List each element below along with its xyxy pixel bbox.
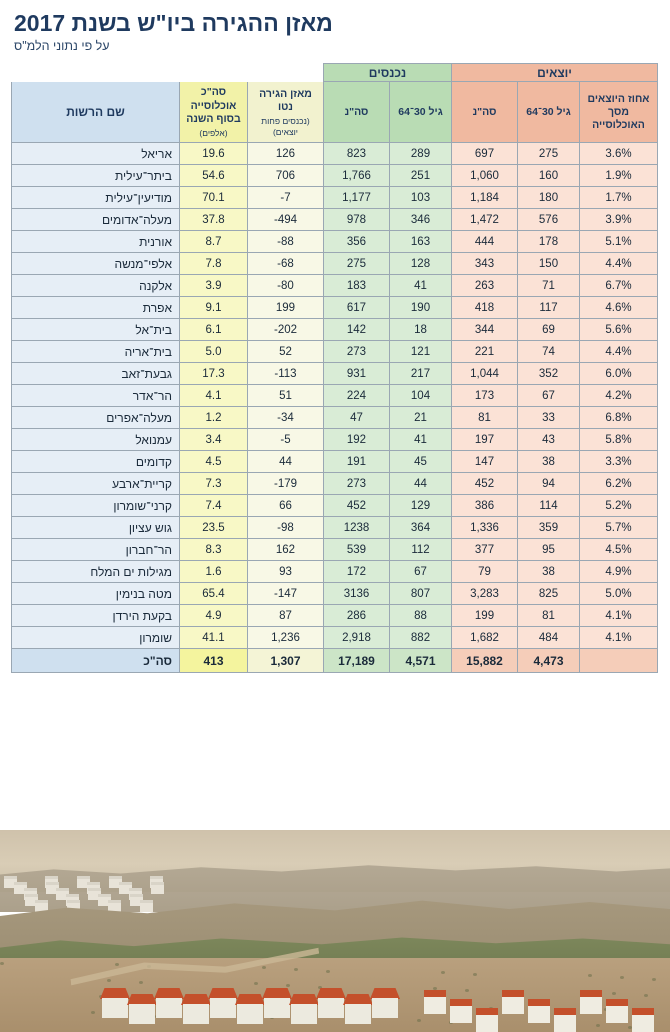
cell-pct-out: 4.6% <box>580 297 658 319</box>
cell-pct-out: 4.1% <box>580 605 658 627</box>
photo-shrub <box>115 963 119 966</box>
photo-building <box>580 996 602 1014</box>
cell-out-age: 160 <box>518 165 580 187</box>
cell-in-age: 45 <box>390 451 452 473</box>
table-row <box>11 605 657 627</box>
cell-in-age: 112 <box>390 539 452 561</box>
cell-out-age: 484 <box>518 627 580 649</box>
cell-out-age: 67 <box>518 385 580 407</box>
cell-authority-name: עמנואל <box>11 429 179 451</box>
cell-population: 4.1 <box>179 385 247 407</box>
cell-net: 202- <box>247 319 323 341</box>
cell-pct-out: 5.8% <box>580 429 658 451</box>
cell-authority-name: אורנית <box>11 231 179 253</box>
cell-in-age: 882 <box>390 627 452 649</box>
col-header-pct-out: אחוז היוצאים מסך האוכלוסייה <box>580 82 658 143</box>
cell-population: 7.8 <box>179 253 247 275</box>
photo-house <box>127 994 157 1024</box>
cell-in-total: 273 <box>323 473 389 495</box>
cell-population: 4.9 <box>179 605 247 627</box>
cell-out-age: 114 <box>518 495 580 517</box>
photo-shrub <box>294 968 298 971</box>
photo-house <box>235 994 265 1024</box>
header <box>0 0 670 55</box>
col-header-net-sublabel: (נכנסים פחות יוצאים) <box>261 115 310 137</box>
cell-population: 1.2 <box>179 407 247 429</box>
cell-pct-out: 4.2% <box>580 385 658 407</box>
cell-authority-name: בית־אריה <box>11 341 179 363</box>
table-row <box>11 297 657 319</box>
photo-building <box>528 1005 550 1023</box>
cell-in-age: 163 <box>390 231 452 253</box>
cell-net: 34- <box>247 407 323 429</box>
cell-out-total: 1,184 <box>452 187 518 209</box>
cell-authority-name: מעלה־אדומים <box>11 209 179 231</box>
cell-pct-out: 3.3% <box>580 451 658 473</box>
cell-in-total: 224 <box>323 385 389 407</box>
photo-shrub <box>620 976 624 979</box>
cell-in-total: 823 <box>323 143 389 165</box>
table-row <box>11 473 657 495</box>
cell-in-total: 539 <box>323 539 389 561</box>
total-in-age: 4,571 <box>390 649 452 673</box>
cell-in-total: 275 <box>323 253 389 275</box>
cell-population: 23.5 <box>179 517 247 539</box>
total-in-total: 17,189 <box>323 649 389 673</box>
cell-authority-name: קרני־שומרון <box>11 495 179 517</box>
photo-distant-town <box>4 872 174 912</box>
cell-pct-out: 1.9% <box>580 165 658 187</box>
cell-out-total: 343 <box>452 253 518 275</box>
cell-authority-name: ביתר־עילית <box>11 165 179 187</box>
photo-building-roof <box>580 990 602 997</box>
cell-population: 3.4 <box>179 429 247 451</box>
cell-pct-out: 6.2% <box>580 473 658 495</box>
cell-out-age: 825 <box>518 583 580 605</box>
cell-net: 93 <box>247 561 323 583</box>
col-header-population-sublabel: (אלפים) <box>199 127 228 138</box>
cell-out-total: 1,044 <box>452 363 518 385</box>
photo-building-roof <box>424 990 446 997</box>
photo-shrub <box>473 973 477 976</box>
cell-out-age: 576 <box>518 209 580 231</box>
photo-house <box>100 988 130 1018</box>
cell-pct-out: 5.2% <box>580 495 658 517</box>
cell-net: 98- <box>247 517 323 539</box>
cell-in-age: 104 <box>390 385 452 407</box>
cell-net: 162 <box>247 539 323 561</box>
page-subtitle: על פי נתוני הלמ"ס <box>14 39 110 54</box>
cell-pct-out: 4.1% <box>580 627 658 649</box>
photo-building-roof <box>476 1008 498 1015</box>
cell-population: 70.1 <box>179 187 247 209</box>
photo-distant-building <box>35 900 48 912</box>
cell-authority-name: הר־חברון <box>11 539 179 561</box>
cell-net: 80- <box>247 275 323 297</box>
cell-out-total: 1,472 <box>452 209 518 231</box>
cell-in-age: 41 <box>390 275 452 297</box>
cell-in-age: 251 <box>390 165 452 187</box>
cell-population: 54.6 <box>179 165 247 187</box>
cell-out-age: 69 <box>518 319 580 341</box>
cell-pct-out: 3.9% <box>580 209 658 231</box>
cell-out-total: 344 <box>452 319 518 341</box>
cell-net: 88- <box>247 231 323 253</box>
photo-shrub <box>588 974 592 977</box>
col-header-out-age: גיל 30־64 <box>518 82 580 143</box>
cell-population: 41.1 <box>179 627 247 649</box>
cell-net: 113- <box>247 363 323 385</box>
cell-population: 37.8 <box>179 209 247 231</box>
cell-population: 5.0 <box>179 341 247 363</box>
cell-in-age: 128 <box>390 253 452 275</box>
cell-in-total: 183 <box>323 275 389 297</box>
cell-out-total: 199 <box>452 605 518 627</box>
cell-population: 8.7 <box>179 231 247 253</box>
table-row <box>11 319 657 341</box>
cell-in-total: 142 <box>323 319 389 341</box>
cell-in-total: 978 <box>323 209 389 231</box>
cell-net: 66 <box>247 495 323 517</box>
cell-in-age: 346 <box>390 209 452 231</box>
cell-population: 3.9 <box>179 275 247 297</box>
cell-net: 179- <box>247 473 323 495</box>
cell-out-total: 81 <box>452 407 518 429</box>
col-header-in-age: גיל 30־64 <box>390 82 452 143</box>
cell-out-age: 180 <box>518 187 580 209</box>
table-row <box>11 187 657 209</box>
cell-net: 126 <box>247 143 323 165</box>
cell-authority-name: בית־אל <box>11 319 179 341</box>
cell-out-total: 79 <box>452 561 518 583</box>
cell-out-age: 71 <box>518 275 580 297</box>
cell-in-total: 356 <box>323 231 389 253</box>
cell-out-total: 1,060 <box>452 165 518 187</box>
cell-out-age: 117 <box>518 297 580 319</box>
cell-pct-out: 4.5% <box>580 539 658 561</box>
photo-building <box>476 1014 498 1032</box>
cell-out-total: 377 <box>452 539 518 561</box>
cell-net: 494- <box>247 209 323 231</box>
cell-out-total: 147 <box>452 451 518 473</box>
cell-in-age: 190 <box>390 297 452 319</box>
cell-out-total: 1,682 <box>452 627 518 649</box>
photo-building-roof <box>606 999 628 1006</box>
photo-house <box>208 988 238 1018</box>
cell-pct-out: 6.8% <box>580 407 658 429</box>
total-label: סה"כ <box>11 649 179 673</box>
photo-house <box>181 994 211 1024</box>
cell-authority-name: גבעת־זאב <box>11 363 179 385</box>
photo-building-roof <box>502 990 524 997</box>
col-header-net-label: מאזן הגירה נטו <box>259 87 312 113</box>
photo-building <box>606 1005 628 1023</box>
cell-in-total: 192 <box>323 429 389 451</box>
photo-building <box>632 1014 654 1032</box>
cell-authority-name: אלקנה <box>11 275 179 297</box>
col-header-in-total: סה"נ <box>323 82 389 143</box>
cell-out-age: 43 <box>518 429 580 451</box>
total-population: 413 <box>179 649 247 673</box>
table-row <box>11 539 657 561</box>
cell-net: 199 <box>247 297 323 319</box>
group-header-blank <box>11 64 323 82</box>
cell-net: 44 <box>247 451 323 473</box>
cell-in-age: 88 <box>390 605 452 627</box>
cell-net: 51 <box>247 385 323 407</box>
photo-shrub <box>0 962 4 965</box>
table-total-row <box>11 649 657 673</box>
cell-out-total: 221 <box>452 341 518 363</box>
cell-in-total: 617 <box>323 297 389 319</box>
table-group-header-row <box>11 64 657 82</box>
cell-authority-name: קדומים <box>11 451 179 473</box>
table-row <box>11 275 657 297</box>
photo-house <box>370 988 400 1018</box>
cell-pct-out: 3.6% <box>580 143 658 165</box>
cell-out-age: 81 <box>518 605 580 627</box>
cell-population: 7.4 <box>179 495 247 517</box>
cell-in-total: 191 <box>323 451 389 473</box>
cell-in-age: 129 <box>390 495 452 517</box>
photo-house <box>316 988 346 1018</box>
cell-net: 5- <box>247 429 323 451</box>
cell-in-total: 1238 <box>323 517 389 539</box>
photo-building <box>450 1005 472 1023</box>
cell-authority-name: אלפי־מנשה <box>11 253 179 275</box>
cell-net: 706 <box>247 165 323 187</box>
cell-population: 17.3 <box>179 363 247 385</box>
cell-in-total: 286 <box>323 605 389 627</box>
cell-out-total: 418 <box>452 297 518 319</box>
cell-authority-name: קריית־ארבע <box>11 473 179 495</box>
cell-in-age: 21 <box>390 407 452 429</box>
table-row <box>11 385 657 407</box>
photo-building-roof <box>632 1008 654 1015</box>
cell-in-age: 121 <box>390 341 452 363</box>
col-header-net <box>247 82 323 143</box>
cell-in-age: 18 <box>390 319 452 341</box>
photo-shrub <box>441 971 445 974</box>
photo-building <box>502 996 524 1014</box>
cell-authority-name: מעלה־אפרים <box>11 407 179 429</box>
cell-pct-out: 6.0% <box>580 363 658 385</box>
table-body <box>11 143 657 649</box>
total-out-total: 15,882 <box>452 649 518 673</box>
table-row <box>11 495 657 517</box>
cell-population: 8.3 <box>179 539 247 561</box>
cell-net: 1,236 <box>247 627 323 649</box>
table-row <box>11 517 657 539</box>
migration-table-container <box>12 63 658 673</box>
cell-population: 6.1 <box>179 319 247 341</box>
cell-in-total: 931 <box>323 363 389 385</box>
cell-population: 9.1 <box>179 297 247 319</box>
cell-authority-name: אריאל <box>11 143 179 165</box>
page-title: מאזן ההגירה ביו"ש בשנת 2017 <box>14 10 333 36</box>
cell-pct-out: 5.6% <box>580 319 658 341</box>
photo-building <box>424 996 446 1014</box>
photo-right-buildings <box>420 982 670 1032</box>
photo-building-roof <box>528 999 550 1006</box>
cell-in-age: 364 <box>390 517 452 539</box>
cell-in-age: 217 <box>390 363 452 385</box>
cell-authority-name: הר־אדר <box>11 385 179 407</box>
cell-in-age: 41 <box>390 429 452 451</box>
cell-population: 7.3 <box>179 473 247 495</box>
photo-shrub <box>652 978 656 981</box>
cell-population: 65.4 <box>179 583 247 605</box>
cell-out-total: 697 <box>452 143 518 165</box>
table-row <box>11 341 657 363</box>
cell-out-total: 263 <box>452 275 518 297</box>
table-row <box>11 253 657 275</box>
group-header-outgoing: יוצאים <box>452 64 658 82</box>
cell-in-total: 2,918 <box>323 627 389 649</box>
table-row <box>11 209 657 231</box>
cell-out-total: 173 <box>452 385 518 407</box>
cell-in-age: 103 <box>390 187 452 209</box>
cell-in-total: 172 <box>323 561 389 583</box>
photo-building <box>554 1014 576 1032</box>
photo-house <box>289 994 319 1024</box>
col-header-population <box>179 82 247 143</box>
total-net: 1,307 <box>247 649 323 673</box>
cell-authority-name: גוש עציון <box>11 517 179 539</box>
cell-authority-name: אפרת <box>11 297 179 319</box>
cell-authority-name: בקעת הירדן <box>11 605 179 627</box>
photo-shrub <box>326 970 330 973</box>
cell-population: 4.5 <box>179 451 247 473</box>
photo-foreground-houses <box>100 980 400 1028</box>
cell-out-age: 94 <box>518 473 580 495</box>
table-row <box>11 583 657 605</box>
photo-building-roof <box>450 999 472 1006</box>
cell-in-total: 3136 <box>323 583 389 605</box>
cell-out-age: 275 <box>518 143 580 165</box>
photo-house <box>154 988 184 1018</box>
cell-net: 7- <box>247 187 323 209</box>
cell-in-age: 67 <box>390 561 452 583</box>
cell-in-age: 44 <box>390 473 452 495</box>
table-row <box>11 407 657 429</box>
cell-net: 52 <box>247 341 323 363</box>
cell-out-total: 3,283 <box>452 583 518 605</box>
cell-authority-name: שומרון <box>11 627 179 649</box>
cell-out-age: 150 <box>518 253 580 275</box>
cell-out-total: 452 <box>452 473 518 495</box>
cell-pct-out: 5.1% <box>580 231 658 253</box>
photo-distant-building <box>108 900 121 912</box>
cell-in-total: 452 <box>323 495 389 517</box>
cell-authority-name: מגילות ים המלח <box>11 561 179 583</box>
cell-out-total: 197 <box>452 429 518 451</box>
col-header-out-total: סה"נ <box>452 82 518 143</box>
cell-in-total: 1,766 <box>323 165 389 187</box>
table-footer <box>11 649 657 673</box>
photo-building-roof <box>554 1008 576 1015</box>
cell-out-total: 1,336 <box>452 517 518 539</box>
cell-pct-out: 4.9% <box>580 561 658 583</box>
cell-out-age: 359 <box>518 517 580 539</box>
cell-in-age: 289 <box>390 143 452 165</box>
cell-net: 147- <box>247 583 323 605</box>
total-out-age: 4,473 <box>518 649 580 673</box>
table-row <box>11 627 657 649</box>
settlement-landscape-photo <box>0 830 670 1032</box>
cell-out-age: 178 <box>518 231 580 253</box>
cell-out-age: 38 <box>518 561 580 583</box>
photo-house <box>343 994 373 1024</box>
cell-pct-out: 6.7% <box>580 275 658 297</box>
cell-pct-out: 5.0% <box>580 583 658 605</box>
col-header-population-label: סה"כ אוכלוסייה בסוף השנה <box>186 86 241 125</box>
cell-in-total: 1,177 <box>323 187 389 209</box>
cell-pct-out: 1.7% <box>580 187 658 209</box>
table-column-header-row <box>11 82 657 143</box>
photo-distant-building <box>140 900 153 912</box>
cell-out-age: 38 <box>518 451 580 473</box>
group-header-incoming: נכנסים <box>323 64 451 82</box>
cell-net: 87 <box>247 605 323 627</box>
table-row <box>11 451 657 473</box>
cell-pct-out: 5.7% <box>580 517 658 539</box>
total-pct-out <box>580 649 658 673</box>
table-row <box>11 429 657 451</box>
photo-shrub <box>91 1011 95 1014</box>
table-row <box>11 363 657 385</box>
cell-out-age: 95 <box>518 539 580 561</box>
photo-shrub <box>262 966 266 969</box>
cell-out-age: 352 <box>518 363 580 385</box>
cell-out-total: 386 <box>452 495 518 517</box>
cell-population: 1.6 <box>179 561 247 583</box>
cell-authority-name: מטה בנימין <box>11 583 179 605</box>
table-row <box>11 165 657 187</box>
cell-out-age: 33 <box>518 407 580 429</box>
table-row <box>11 143 657 165</box>
migration-table <box>11 63 658 673</box>
cell-population: 19.6 <box>179 143 247 165</box>
cell-authority-name: מודיעין־עילית <box>11 187 179 209</box>
table-row <box>11 231 657 253</box>
cell-in-total: 273 <box>323 341 389 363</box>
cell-in-age: 807 <box>390 583 452 605</box>
cell-out-age: 74 <box>518 341 580 363</box>
table-row <box>11 561 657 583</box>
photo-distant-building <box>151 882 164 894</box>
photo-house <box>262 988 292 1018</box>
cell-out-total: 444 <box>452 231 518 253</box>
cell-pct-out: 4.4% <box>580 253 658 275</box>
col-header-name: שם הרשות <box>11 82 179 143</box>
cell-pct-out: 4.4% <box>580 341 658 363</box>
cell-net: 68- <box>247 253 323 275</box>
cell-in-total: 47 <box>323 407 389 429</box>
